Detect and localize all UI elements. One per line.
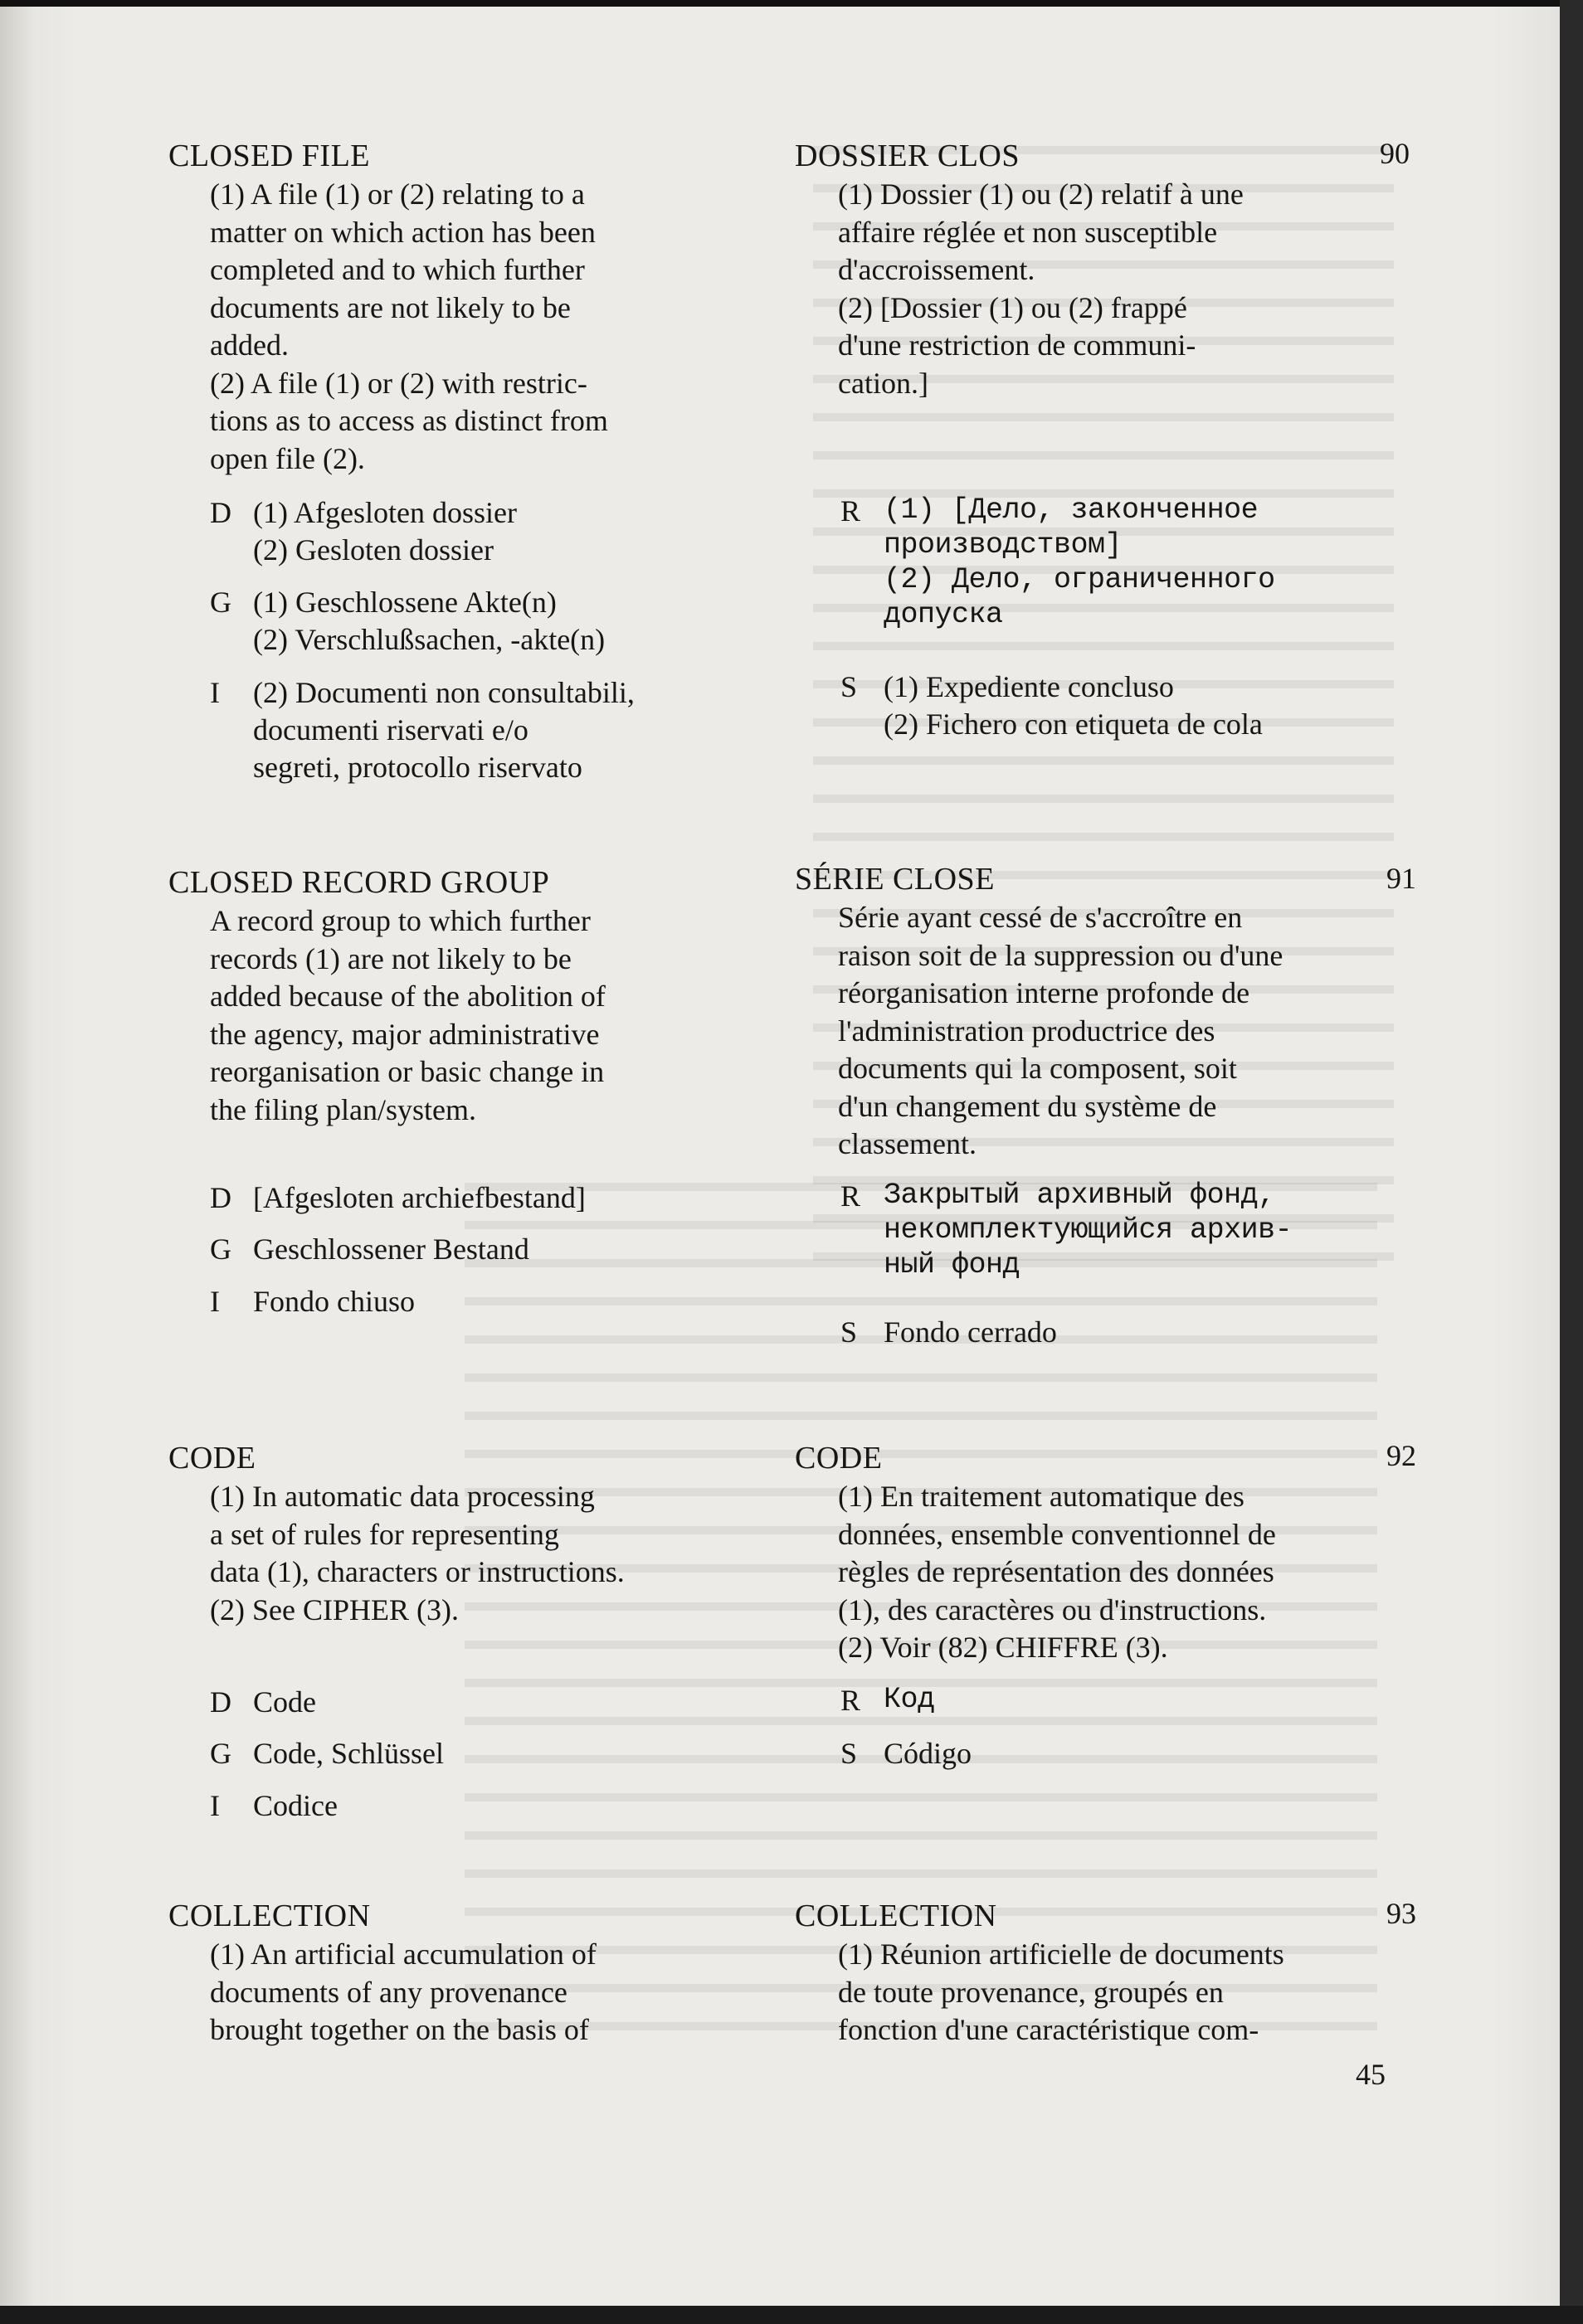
lang-code: G (210, 586, 231, 619)
lang-code: D (210, 1181, 231, 1214)
term-text: Закрытый архивный фонд, некомплектующийся архив- ный фонд (884, 1179, 1293, 1281)
term-text: Код (884, 1683, 935, 1716)
entry-title-en: CLOSED RECORD GROUP (168, 865, 550, 900)
term-text: Geschlossener Bestand (253, 1232, 529, 1266)
entry-definition-en: (1) An artificial accumulation of documents of any provenance brought together on the basis of (210, 1937, 597, 2046)
lang-code: S (840, 1315, 858, 1349)
lang-code: R (840, 1179, 861, 1213)
entry-90-fr (795, 138, 1392, 402)
lang-code: I (210, 1285, 220, 1318)
entry-91-fr (795, 861, 1392, 1164)
entry-title-en: COLLECTION (168, 1899, 371, 1933)
lang-code: D (210, 1685, 231, 1719)
lang-code: G (210, 1737, 231, 1770)
lang-code: R (840, 1684, 861, 1717)
entry-definition-en: (1) A file (1) or (2) relating to a matter on which action has been completed and to which further documents are not likely to be added. (2) A file (1) or (2) with restric- tions as to access as distinct from open file (2). (210, 177, 608, 475)
entry-90-en (168, 138, 733, 478)
term-text: Codice (253, 1789, 338, 1822)
entry-number: 90 (1380, 137, 1410, 170)
term-text: (1) Geschlossene Akte(n) (2) Verschlußsachen, -akte(n) (253, 586, 606, 656)
lang-code: R (840, 494, 861, 528)
page-number: 45 (1356, 2058, 1386, 2091)
lang-code: G (210, 1232, 231, 1266)
term-text: Code, Schlüssel (253, 1737, 444, 1770)
entry-title-en: CODE (168, 1441, 256, 1476)
term-text: (1) [Дело, законченное производством] (2) Дело, ограниченного допуска (884, 493, 1275, 631)
term-text: (1) Afgesloten dossier (2) Gesloten dossier (253, 496, 517, 566)
entry-92-en (168, 1440, 733, 1629)
entry-definition-fr: (1) En traitement automatique des données, ensemble conventionnel de règles de représentation des données (1), des caractères ou d'instructions. (2) Voir (82) CHIFFRE (3). (838, 1480, 1276, 1664)
entry-91-en (168, 864, 733, 1129)
page-bottom-edge (0, 2306, 1583, 2324)
entry-definition-fr: Série ayant cessé de s'accroître en raison soit de la suppression ou d'une réorganisation interne profonde de l'administration productrice des documents qui la composent, soit d'un changement du système de classement. (838, 901, 1283, 1160)
term-text: (2) Documenti non consultabili, documenti riservati e/o segreti, protocollo riservato (253, 676, 635, 784)
entry-title-fr: DOSSIER CLOS (795, 139, 1020, 173)
entry-number: 92 (1386, 1439, 1416, 1472)
entry-number: 91 (1386, 862, 1416, 895)
term-text: Código (884, 1737, 972, 1770)
lang-code: S (840, 670, 858, 703)
entry-title-fr: CODE (795, 1441, 883, 1476)
lang-code: S (840, 1737, 858, 1770)
entry-title-fr: COLLECTION (795, 1899, 997, 1933)
term-text: Code (253, 1685, 316, 1719)
entry-title-en: CLOSED FILE (168, 139, 370, 173)
entry-number: 93 (1386, 1897, 1416, 1930)
entry-definition-fr: (1) Réunion artificielle de documents de toute provenance, groupés en fonction d'une caractéristique com- (838, 1937, 1284, 2046)
lang-code: I (210, 676, 220, 709)
lang-code: I (210, 1789, 220, 1822)
term-text: [Afgesloten archiefbestand] (253, 1181, 586, 1214)
page-top-edge (0, 0, 1560, 7)
entry-definition-en: (1) In automatic data processing a set of rules for representing data (1), characters or instructions. (2) See CIPHER (3). (210, 1480, 625, 1626)
term-text: Fondo chiuso (253, 1285, 416, 1318)
term-text: (1) Expediente concluso (2) Fichero con etiqueta de cola (884, 670, 1263, 741)
entry-93-fr (795, 1898, 1392, 2049)
entry-93-en (168, 1898, 733, 2049)
entry-92-fr (795, 1440, 1392, 1667)
entry-title-fr: SÉRIE CLOSE (795, 862, 995, 897)
lang-code: D (210, 496, 231, 529)
term-text: Fondo cerrado (884, 1315, 1057, 1349)
entry-definition-fr: (1) Dossier (1) ou (2) relatif à une affaire réglée et non susceptible d'accroissement. (2) [Dossier (1) ou (2) frappé d'une restriction de communi- cation.] (838, 177, 1244, 400)
entry-definition-en: A record group to which further records (1) are not likely to be added because of the abolition of the agency, major administrative reorganisation or basic change in the filing plan/system. (210, 904, 606, 1126)
